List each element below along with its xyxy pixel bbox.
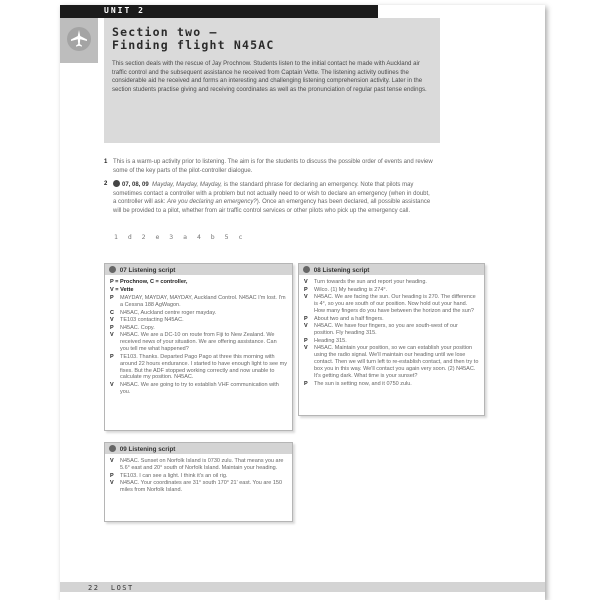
- speaker-label: P: [110, 324, 114, 331]
- script-title: 08 Listening script: [313, 267, 370, 274]
- dialogue-text: N45AC, Auckland centre roger mayday.: [120, 309, 217, 316]
- cd-icon: [109, 266, 116, 273]
- speaker-label: P: [304, 315, 308, 322]
- script-line: [304, 381, 479, 388]
- phrase-mayday: Mayday, Mayday, Mayday,: [152, 182, 223, 188]
- speaker-label: P: [304, 286, 308, 293]
- speaker-label: V: [110, 480, 114, 487]
- script-title: 07 Listening script: [119, 267, 176, 274]
- script-title: 09 Listening script: [119, 446, 176, 453]
- script-header: [105, 443, 292, 454]
- airplane-icon: [67, 27, 91, 51]
- dialogue-text: About two and a half fingers.: [314, 315, 384, 322]
- script-line: [304, 287, 479, 294]
- section-title-line1: Section two –: [112, 25, 218, 39]
- speaker-key-line: V = Vette: [110, 286, 134, 293]
- speaker-label: P: [110, 353, 114, 360]
- speaker-key-line: P = Prochnow, C = controller,: [110, 279, 188, 285]
- activity-number: 1: [104, 159, 108, 165]
- script-line: [304, 338, 479, 345]
- phrase-question: Are you declaring an emergency?: [167, 199, 257, 205]
- speaker-label: V: [110, 332, 114, 339]
- script-line: [110, 458, 287, 472]
- script-header: [105, 264, 292, 275]
- speaker-label: V: [304, 279, 308, 285]
- script-line: [110, 480, 287, 494]
- script-line: [304, 279, 479, 286]
- script-body: [299, 275, 484, 392]
- script-line: [304, 345, 479, 380]
- dialogue-text: The sun is setting now, and it 0750 zulu.: [314, 380, 412, 387]
- dialogue-text: Wilco. (1) My heading is 274°.: [314, 286, 388, 293]
- page-number: 22: [88, 583, 100, 592]
- script-line: [110, 317, 287, 324]
- speaker-label: V: [110, 382, 114, 388]
- script-line: [110, 295, 287, 309]
- cd-icon: [113, 180, 120, 187]
- activity-2: [104, 180, 434, 215]
- unit-header: UNIT 2: [60, 5, 378, 18]
- script-line: [304, 294, 479, 315]
- speaker-label: P: [110, 295, 114, 301]
- speaker-label: V: [304, 345, 308, 352]
- script-line: [110, 325, 287, 332]
- dialogue-text: TE103 contacting N45AC.: [120, 317, 184, 324]
- activity-text-part: is the standard phrase for declaring an emergency. Note that pilots may sometimes contact a controller with a problem but not actually need to or wish to declare an emergency (when in doubt, a controller will ask:: [113, 182, 430, 205]
- answer-key: 1 d 2 e 3 a 4 b 5 c: [114, 233, 244, 241]
- unit-name: LOST: [110, 583, 134, 592]
- dialogue-text: N45AC. Sunset on Norfolk Island is 0730 zulu. That means you are 5.6° east and 20° south of Norfolk Island. Maintain your heading.: [120, 458, 284, 471]
- section-title-line2: Finding flight N45AC: [112, 38, 275, 52]
- speaker-label: V: [110, 317, 114, 324]
- section-intro-text: This section deals with the rescue of Jay Prochnow. Students listen to the initial contact he made with Auckland air traffic control and the subsequent assistance he received from Captain Vette. The listening activity outlines the considerable aid he received and forms an interesting and challenging listening comprehension activity. Later in the section students practise giving and receiving coordinates as well as the pronunciation of regular past tense endings.: [112, 60, 427, 93]
- dialogue-text: N45AC. Your coordinates are 31° south 170° 21' east. You are 150 miles from Norfolk Island.: [120, 480, 283, 493]
- script-line: [110, 354, 287, 382]
- listening-script-07: [104, 263, 293, 431]
- speaker-label: C: [110, 309, 114, 316]
- dialogue-text: MAYDAY, MAYDAY, MAYDAY, Auckland Control. N45AC I'm lost. I'm a Cessna 188 AgWagon.: [120, 295, 286, 308]
- speaker-label: V: [304, 323, 308, 330]
- script-body: [105, 275, 292, 401]
- dialogue-text: Heading 315.: [314, 337, 347, 344]
- activity-text: This is a warm-up activity prior to listening. The aim is for the students to discuss the possible order of events and review some of the key parts of the pilot-controller dialogue.: [113, 159, 433, 174]
- cd-icon: [303, 266, 310, 273]
- script-line: [110, 332, 287, 353]
- dialogue-text: N45AC. We have four fingers, so you are south-west of our position. Fly heading 315.: [314, 323, 458, 337]
- section-title: [112, 26, 430, 52]
- dialogue-text: TE103. I can see a light. I think it's an oil rig.: [120, 472, 228, 479]
- script-header: [299, 264, 484, 275]
- textbook-page: [60, 5, 545, 600]
- activity-text: [113, 180, 434, 215]
- dialogue-text: N45AC. We are going to try to establish VHF communication with you.: [120, 382, 279, 395]
- section-intro-panel: [104, 18, 440, 143]
- page-footer-label: [88, 584, 134, 592]
- speaker-label: P: [110, 472, 114, 479]
- listening-script-08: [298, 263, 485, 416]
- page-footer: [60, 582, 545, 592]
- speaker-label: V: [110, 458, 114, 464]
- activity-text-part: ). Once an emergency has been declared, all possible assistance will be provided to a pilot, whether from air traffic control services or other pilots who pick up the emergency call.: [113, 199, 431, 214]
- activity-number: 2: [104, 181, 108, 187]
- speaker-label: P: [304, 380, 308, 387]
- dialogue-text: Turn towards the sun and report your heading.: [314, 279, 427, 285]
- speaker-label: V: [304, 294, 308, 301]
- script-body: [105, 454, 292, 499]
- script-line: [304, 316, 479, 323]
- script-line: [110, 382, 287, 396]
- cd-icon: [109, 445, 116, 452]
- dialogue-text: N45AC. We are a DC-10 on route from Fiji to New Zealand. We received news of your situation. We are offering assistance. Can you tell me what happened?: [120, 332, 277, 353]
- speaker-label: P: [304, 337, 308, 344]
- dialogue-text: N45AC. We are facing the sun. Our heading is 270. The difference is 4°, so you are south of our position. Now hold out your hand. How many fingers do you have between the horizon and the sun?: [314, 294, 476, 314]
- script-line: [304, 323, 479, 337]
- dialogue-text: N45AC. Maintain your position, so we can establish your position using the radio signal. We'll maintain our heading until we lose contact. Then we will turn left to re-establish contact, and then try to box you in this way. We'll contact you again very soon. (2) N45AC. It's getting dark. What time is your sunset?: [314, 345, 479, 379]
- script-line: [110, 310, 287, 317]
- activity-1: [104, 158, 434, 175]
- speaker-key: [110, 279, 287, 294]
- script-line: [110, 473, 287, 480]
- dialogue-text: N45AC. Copy.: [120, 324, 155, 331]
- dialogue-text: TE103. Thanks. Departed Pago Pago at three this morning with around 22 hours endurance. I started to have enough light to see my fixes. But the ADF stopped working correctly and now unable to calculate my position. N45AC.: [120, 353, 287, 381]
- track-numbers: 07, 08, 09: [122, 182, 149, 188]
- unit-icon-strip: [60, 18, 98, 63]
- listening-script-09: [104, 442, 293, 522]
